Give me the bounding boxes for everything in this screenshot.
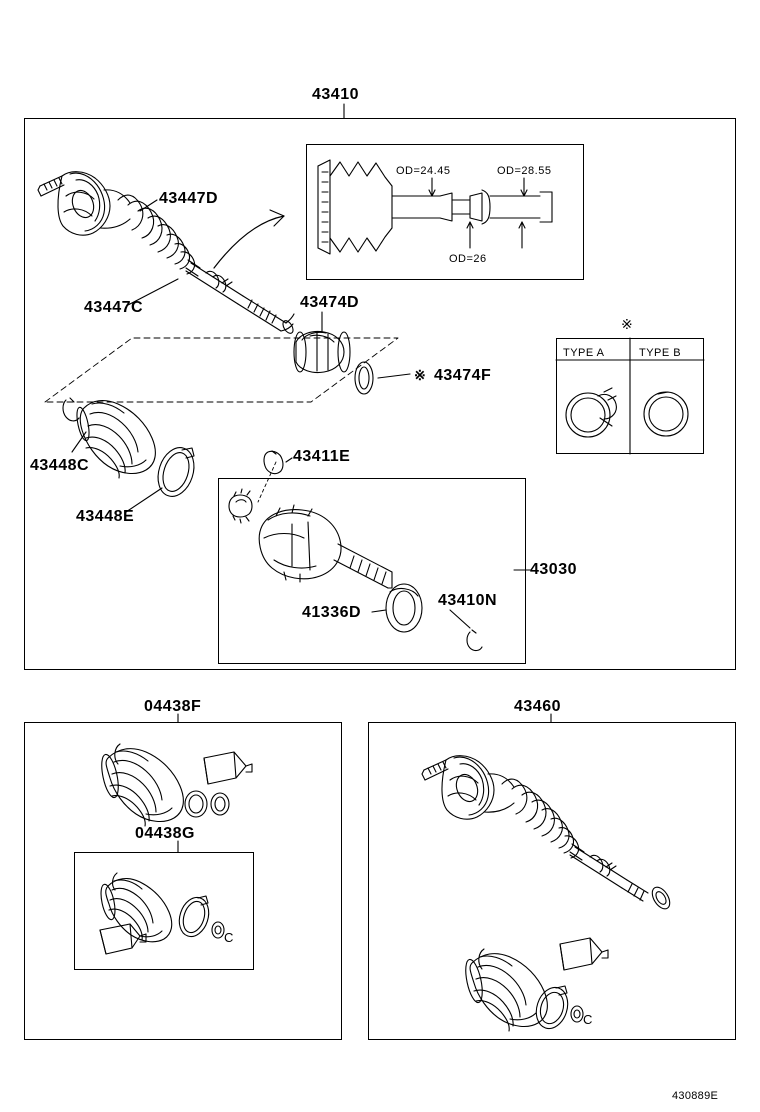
- callout-43474F: 43474F: [434, 367, 492, 384]
- callout-41336D: 41336D: [302, 604, 362, 621]
- group-box-43030: [218, 478, 526, 664]
- callout-43448C: 43448C: [30, 457, 90, 474]
- callout-43447C: 43447C: [84, 299, 144, 316]
- callout-43410: 43410: [312, 86, 359, 103]
- callout-43448E: 43448E: [76, 508, 135, 525]
- type-table-col-b: TYPE B: [639, 347, 682, 359]
- callout-43474D: 43474D: [300, 294, 360, 311]
- callout-43411E: 43411E: [293, 448, 351, 465]
- dimension-od-24-45: OD=24.45: [396, 165, 451, 177]
- group-box-04438G: [74, 852, 254, 970]
- callout-43460: 43460: [514, 698, 561, 715]
- dimension-od-28-55: OD=28.55: [497, 165, 552, 177]
- callout-43030: 43030: [530, 561, 577, 578]
- clamp-letter-c-left: C: [224, 930, 234, 945]
- clamp-letter-c-right: C: [583, 1012, 593, 1027]
- group-box-43460: [368, 722, 736, 1040]
- type-table-marker: ※: [621, 316, 634, 332]
- callout-43447D: 43447D: [159, 190, 219, 207]
- mark-asterisk-43474F: ※: [414, 367, 427, 383]
- callout-04438G: 04438G: [135, 825, 195, 842]
- drawing-code: 430889E: [672, 1090, 719, 1102]
- callout-04438F: 04438F: [144, 698, 202, 715]
- dimension-od-26: OD=26: [449, 253, 487, 265]
- callout-43410N: 43410N: [438, 592, 498, 609]
- type-table-col-a: TYPE A: [563, 347, 605, 359]
